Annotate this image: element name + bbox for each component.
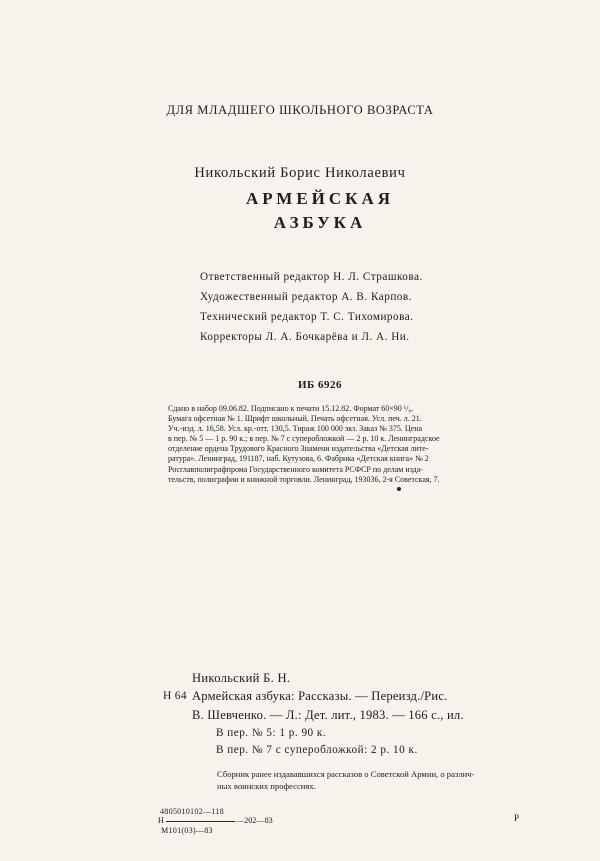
catalog-description-line: В. Шевченко. — Л.: Дет. лит., 1983. — 166 с., ил.: [192, 708, 464, 722]
editorial-credits: [200, 267, 423, 347]
catalog-card-author: Никольский Б. Н.: [192, 671, 291, 685]
credit-technical-editor: Технический редактор Т. С. Тихомирова.: [200, 311, 414, 323]
classification-prefix: Н: [158, 816, 164, 825]
book-title-line-2: АЗБУКА: [273, 213, 367, 232]
author-name: Никольский Борис Николаевич: [194, 165, 406, 181]
print-speck: [397, 487, 401, 491]
series-heading: ДЛЯ МЛАДШЕГО ШКОЛЬНОГО ВОЗРАСТА: [166, 103, 434, 117]
imprint-line: тельств, полиграфии и книжной торговли. Ленинград, 193036, 2-я Советская, 7.: [168, 474, 440, 484]
imprint-line: ратура». Ленинград, 191187, наб. Кутузова, 6. Фабрика «Детская книга» № 2: [168, 454, 429, 464]
credit-art-editor: Художественный редактор А. В. Карпов.: [200, 291, 412, 303]
ib-number: ИБ 6926: [297, 379, 343, 391]
price-line: В пер. № 5: 1 р. 90 к.: [216, 727, 327, 739]
classification-line-1: 4805010102—118: [160, 807, 224, 816]
classification-line-2: [158, 816, 273, 825]
catalog-card-description: [192, 687, 464, 725]
classification-suffix: —202—83: [235, 816, 273, 825]
credit-responsible-editor: Ответственный редактор Н. Л. Страшкова.: [200, 271, 423, 283]
price-line: В пер. № 7 с суперобложкой: 2 р. 10 к.: [216, 743, 418, 756]
imprint-line: Росглавполиграфпрома Государственного комитета РСФСР по делам изда-: [168, 464, 423, 474]
imprint-line: Сдано в набор 09.06.82. Подписано к печати 15.12.82. Формат 60×90 ¹/₈.: [168, 404, 414, 413]
book-title-line-1: АРМЕЙСКАЯ: [245, 189, 395, 208]
fraction-rule: [166, 821, 235, 822]
catalog-card-code: Н 64: [163, 690, 187, 702]
classification-line-3: М101(03)—83: [161, 826, 213, 835]
imprint-line: Бумага офсетная № 1. Шрифт школьный. Печать офсетная. Усл. печ. л. 21.: [168, 414, 422, 424]
corner-letter: Р: [514, 813, 520, 823]
catalog-card-prices: [216, 725, 418, 758]
imprint-line: Уч.-изд. л. 16,58. Усл. кр.-отт. 130,5. Тираж 100 000 экз. Заказ № 375. Цена: [168, 424, 423, 434]
imprint-block: [168, 404, 508, 485]
annotation-line: Сборник ранее издававшихся рассказов о Советской Армии, о различ-: [217, 769, 475, 779]
catalog-card-annotation: [217, 769, 474, 792]
imprint-line: отделение ордена Трудового Красного Знамени издательства «Детская лите-: [168, 444, 429, 454]
credit-proofreaders: Корректоры Л. А. Бочкарёва и Л. А. Ни.: [200, 331, 410, 343]
annotation-line: ных воинских профессиях.: [217, 780, 316, 791]
catalog-description-line: Армейская азбука: Рассказы. — Переизд./Рис.: [192, 689, 448, 703]
imprint-line: в пер. № 5 — 1 р. 90 к.; в пер. № 7 с суперобложкой — 2 р. 10 к. Ленинградское: [168, 434, 440, 444]
